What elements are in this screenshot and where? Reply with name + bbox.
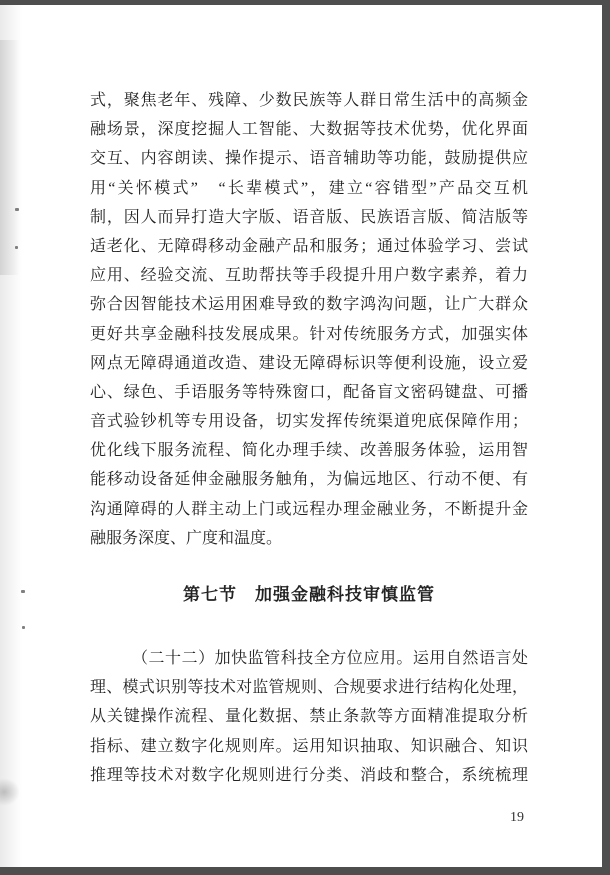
text-line: 交互、内容朗读、操作提示、语音辅助等功能，鼓励提供应 [90,150,528,168]
text-line: 从关键操作流程、量化数据、禁止条款等方面精准提取分析 [90,708,528,726]
text-line: 用“关怀模式” “长辈模式”，建立“容错型”产品交互机 [90,179,528,197]
text-line: （二十二）加快监管科技全方位应用。运用自然语言处 [132,650,528,667]
text-line: 音式验钞机等专用设备，切实发挥传统渠道兜底保障作用； [90,413,528,431]
text-line: 理、模式识别等技术对监管规则、合规要求进行结构化处理， [90,679,528,697]
text-line: 指标、建立数字化规则库。运用知识抽取、知识融合、知识 [90,737,528,755]
text-line: 式，聚焦老年、残障、少数民族等人群日常生活中的高频金 [90,92,528,109]
scan-artifact [21,590,25,593]
text-line: 推理等技术对数字化规则进行分类、消歧和整合，系统梳理 [90,766,528,784]
text-line: 制，因人而异打造大字版、语音版、民族语言版、简洁版等 [90,208,528,226]
body-paragraph-2 [90,644,528,790]
scan-artifact [22,626,25,629]
scan-border-top [0,0,610,5]
scan-smudge [0,778,20,806]
text-line: 更好共享金融科技发展成果。针对传统服务方式，加强实体 [90,325,528,343]
body-paragraph-1 [90,86,528,553]
scan-border-bottom [0,867,610,875]
text-line: 弥合因智能技术运用困难导致的数字鸿沟问题，让广大群众 [90,296,528,314]
scan-artifact [15,246,18,249]
scan-border-right [602,0,610,875]
text-line: 优化线下服务流程、简化办理手续、改善服务体验，运用智 [90,442,528,460]
paper-edge-texture [0,40,22,275]
document-body [90,86,528,784]
text-line: 网点无障碍通道改造、建设无障碍标识等便利设施，设立爱 [90,354,528,372]
text-line: 适老化、无障碍移动金融产品和服务；通过体验学习、尝试 [90,237,528,255]
text-line: 应用、经验交流、互助帮扶等手段提升用户数字素养，着力 [90,267,528,285]
text-line: 融场景，深度挖掘人工智能、大数据等技术优势，优化界面 [90,121,528,139]
page-number: 19 [510,810,524,825]
section-heading: 第七节 加强金融科技审慎监管 [183,585,435,604]
text-line: 能移动设备延伸金融服务触角，为偏远地区、行动不便、有 [90,471,528,489]
text-line: 融服务深度、广度和温度。 [90,529,283,547]
text-line: 沟通障碍的人群主动上门或远程办理金融业务，不断提升金 [90,500,528,518]
scan-artifact [15,208,19,211]
text-line: 心、绿色、手语服务等特殊窗口，配备盲文密码键盘、可播 [90,383,528,401]
